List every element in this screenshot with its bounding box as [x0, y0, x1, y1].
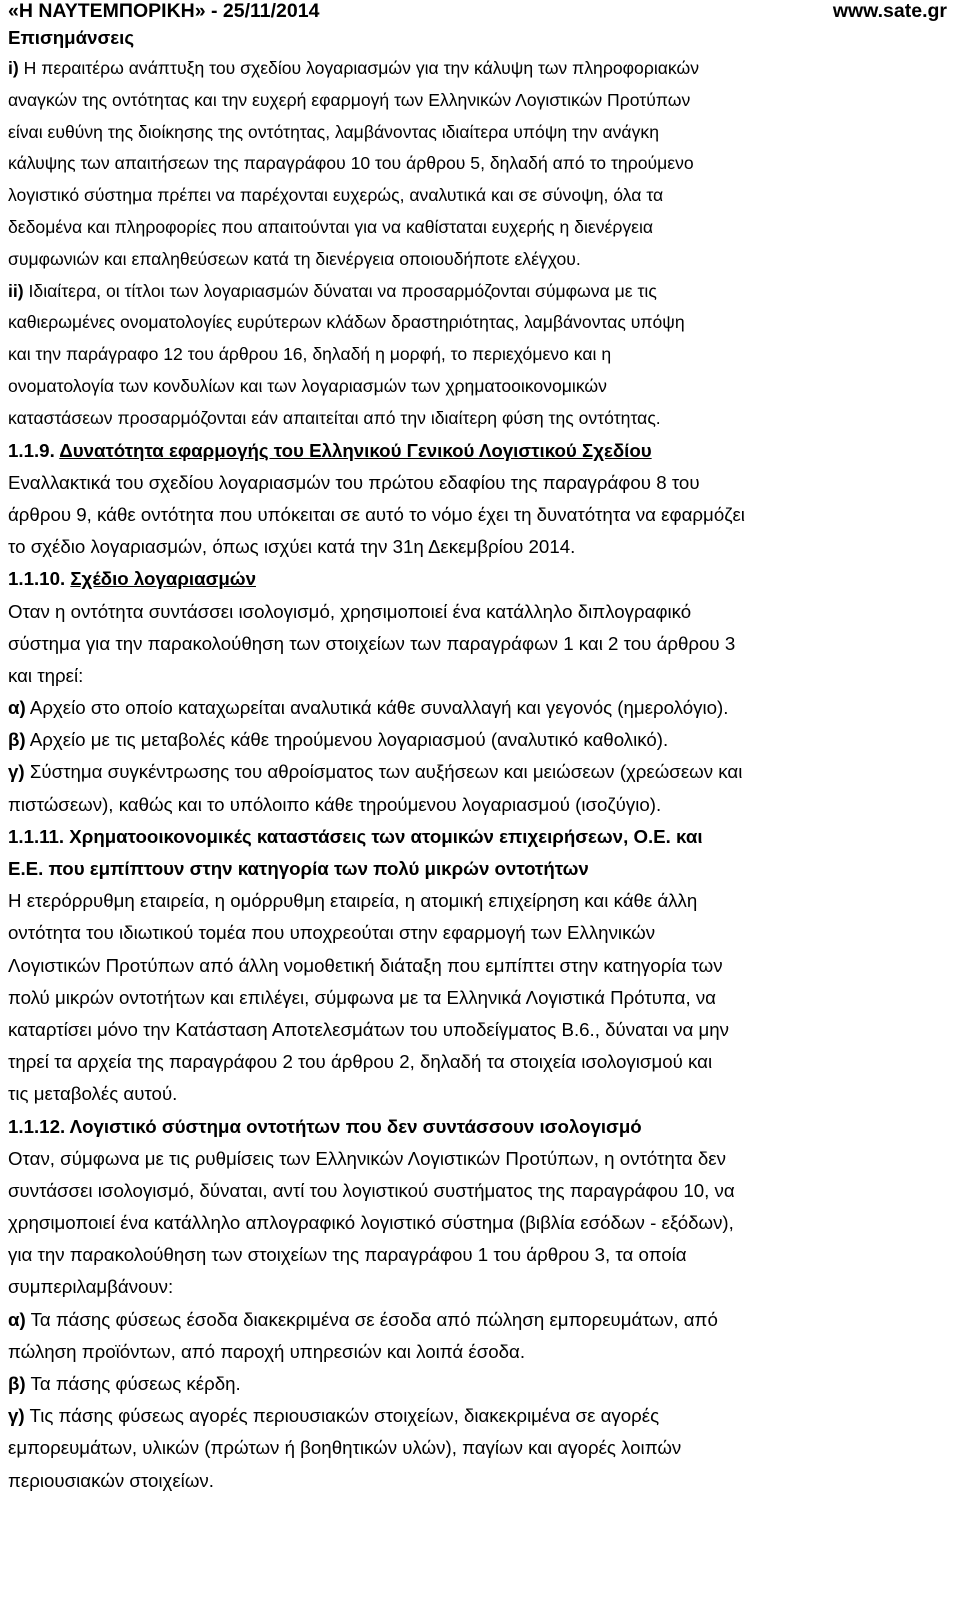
list-item: γ) Τις πάσης φύσεως αγορές περιουσιακών στοιχείων, διακεκριμένα σε αγορές: [8, 1405, 660, 1427]
section-heading: 1.1.11. Χρηματοοικονομικές καταστάσεις των ατομικών επιχειρήσεων, Ο.Ε. και: [8, 825, 703, 847]
section-heading: 1.1.12. Λογιστικό σύστημα οντοτήτων που δεν συντάσσουν ισολογισμό: [8, 1115, 642, 1137]
note-ii-line: και την παράγραφο 12 του άρθρου 16, δηλαδή η μορφή, το περιεχόμενο και η: [8, 344, 612, 365]
list-item: β) Τα πάσης φύσεως κέρδη.: [8, 1373, 241, 1394]
notes-title: Επισημάνσεις: [8, 27, 135, 48]
note-i-label: i): [8, 58, 19, 78]
section-heading: 1.1.9. Δυνατότητα εφαρμογής του Ελληνικού Γενικού Λογιστικού Σχεδίου: [8, 439, 652, 461]
paragraph-line: τηρεί τα αρχεία της παραγράφου 2 του άρθρου 2, δηλαδή τα στοιχεία ισολογισμού και: [8, 1051, 713, 1073]
note-ii-line: ονοματολογία των κονδυλίων και των λογαριασμών των χρηματοοικονομικών: [8, 375, 607, 396]
notes-body: [8, 53, 947, 435]
note-ii-line: ii) Ιδιαίτερα, οι τίτλοι των λογαριασμών δύναται να προσαρμόζονται σύμφωνα με τις: [8, 280, 657, 301]
list-item-continuation: πιστώσεων), καθώς και το υπόλοιπο κάθε τηρούμενου λογαριασμού (ισοζύγιο).: [8, 793, 662, 815]
paragraph-line: σύστημα για την παρακολούθηση των στοιχείων των παραγράφων 1 και 2 του άρθρου 3: [8, 632, 736, 654]
list-item-continuation: πώληση προϊόντων, από παροχή υπηρεσιών και λοιπά έσοδα.: [8, 1340, 526, 1362]
list-item: β) Αρχείο με τις μεταβολές κάθε τηρούμενου λογαριασμού (αναλυτικό καθολικό).: [8, 729, 669, 751]
note-ii-line: καταστάσεων προσαρμόζονται εάν απαιτείται από την ιδιαίτερη φύση της οντότητας.: [8, 407, 661, 428]
paragraph-line: οντότητα του ιδιωτικού τομέα που υποχρεούται στην εφαρμογή των Ελληνικών: [8, 922, 656, 944]
paragraph-line: Οταν η οντότητα συντάσσει ισολογισμό, χρησιμοποιεί ένα κατάλληλο διπλογραφικό: [8, 600, 692, 622]
paragraph-line: για την παρακολούθηση των στοιχείων της παραγράφου 1 του άρθρου 3, τα οποία: [8, 1244, 687, 1266]
list-item: α) Αρχείο στο οποίο καταχωρείται αναλυτικά κάθε συναλλαγή και γεγονός (ημερολόγιο).: [8, 697, 729, 719]
note-i-line: δεδομένα και πληροφορίες που απαιτούνται για να καθίσταται ευχερής η διενέργεια: [8, 216, 654, 237]
note-i-line: λογιστικό σύστημα πρέπει να παρέχονται ευχερώς, αναλυτικά και σε σύνοψη, όλα τα: [8, 185, 664, 206]
section-title: Δυνατότητα εφαρμογής του Ελληνικού Γενικού Λογιστικού Σχεδίου: [59, 439, 652, 461]
section-title: Σχέδιο λογαριασμών: [70, 568, 256, 590]
paragraph-line: Οταν, σύμφωνα με τις ρυθμίσεις των Ελληνικών Λογιστικών Προτύπων, η οντότητα δεν: [8, 1147, 726, 1169]
paragraph-line: άρθρου 9, κάθε οντότητα που υπόκειται σε αυτό το νόμο έχει τη δυνατότητα να εφαρμόζει: [8, 503, 745, 525]
note-i-line: είναι ευθύνη της διοίκησης της οντότητας, λαμβάνοντας ιδιαίτερα υπόψη την ανάγκη: [8, 121, 659, 142]
section-1-1-11: [8, 821, 947, 1111]
list-item-continuation: εμπορευμάτων, υλικών (πρώτων ή βοηθητικών υλών), παγίων και αγορές λοιπών: [8, 1437, 682, 1459]
header-publication: «Η ΝΑΥΤΕΜΠΟΡΙΚΗ» - 25/11/2014: [8, 0, 320, 22]
section-heading: Ε.Ε. που εμπίπτουν στην κατηγορία των πολύ μικρών οντοτήτων: [8, 858, 589, 879]
note-i-line: κάλυψης των απαιτήσεων της παραγράφου 10 του άρθρου 5, δηλαδή από το τηρούμενο: [8, 153, 694, 174]
paragraph-line: Εναλλακτικά του σχεδίου λογαριασμών του πρώτου εδαφίου της παραγράφου 8 του: [8, 471, 700, 493]
paragraph-line: Η ετερόρρυθμη εταιρεία, η ομόρρυθμη εταιρεία, η ατομική επιχείρηση και κάθε άλλη: [8, 890, 698, 912]
paragraph-line: τις μεταβολές αυτού.: [8, 1083, 178, 1105]
section-1-1-9: [8, 435, 947, 564]
note-ii-line: καθιερωμένες ονοματολογίες ευρύτερων κλάδων δραστηριότητας, λαμβάνοντας υπόψη: [8, 312, 685, 333]
paragraph-line: πολύ μικρών οντοτήτων και επιλέγει, σύμφωνα με τα Ελληνικά Λογιστικά Πρότυπα, να: [8, 986, 716, 1008]
list-item: α) Τα πάσης φύσεως έσοδα διακεκριμένα σε έσοδα από πώληση εμπορευμάτων, από: [8, 1308, 718, 1330]
paragraph-line: συμπεριλαμβάνουν:: [8, 1276, 174, 1298]
note-i-line: αναγκών της οντότητας και την ευχερή εφαρμογή των Ελληνικών Λογιστικών Προτύπων: [8, 89, 691, 110]
note-ii-label: ii): [8, 280, 24, 301]
paragraph-line: το σχέδιο λογαριασμών, όπως ισχύει κατά την 31η Δεκεμβρίου 2014.: [8, 536, 576, 558]
paragraph-line: χρησιμοποιεί ένα κατάλληλο απλογραφικό λογιστικό σύστημα (βιβλία εσόδων - εξόδων),: [8, 1212, 734, 1234]
page-header: [8, 0, 947, 22]
header-website: www.sate.gr: [832, 0, 947, 22]
note-i-line: i) Η περαιτέρω ανάπτυξη του σχεδίου λογαριασμών για την κάλυψη των πληροφοριακών: [8, 58, 700, 78]
list-item: γ) Σύστημα συγκέντρωσης του αθροίσματος των αυξήσεων και μειώσεων (χρεώσεων και: [8, 761, 743, 783]
paragraph-line: καταρτίσει μόνο την Κατάσταση Αποτελεσμάτων του υποδείγματος Β.6., δύναται να μην: [8, 1018, 729, 1040]
paragraph-line: και τηρεί:: [8, 664, 84, 686]
section-1-1-10: [8, 563, 947, 821]
section-heading: 1.1.10. Σχέδιο λογαριασμών: [8, 568, 256, 590]
section-1-1-12: [8, 1111, 947, 1497]
paragraph-line: Λογιστικών Προτύπων από άλλη νομοθετική διάταξη που εμπίπτει στην κατηγορία των: [8, 954, 723, 976]
list-item-continuation: περιουσιακών στοιχείων.: [8, 1469, 214, 1491]
note-i-line: συμφωνιών και επαληθεύσεων κατά τη διενέργεια οποιουδήποτε ελέγχου.: [8, 248, 581, 269]
section-title: Λογιστικό σύστημα οντοτήτων που δεν συντάσσουν ισολογισμό: [69, 1115, 642, 1137]
paragraph-line: συντάσσει ισολογισμό, δύναται, αντί του λογιστικού συστήματος της παραγράφου 10, να: [8, 1179, 735, 1201]
